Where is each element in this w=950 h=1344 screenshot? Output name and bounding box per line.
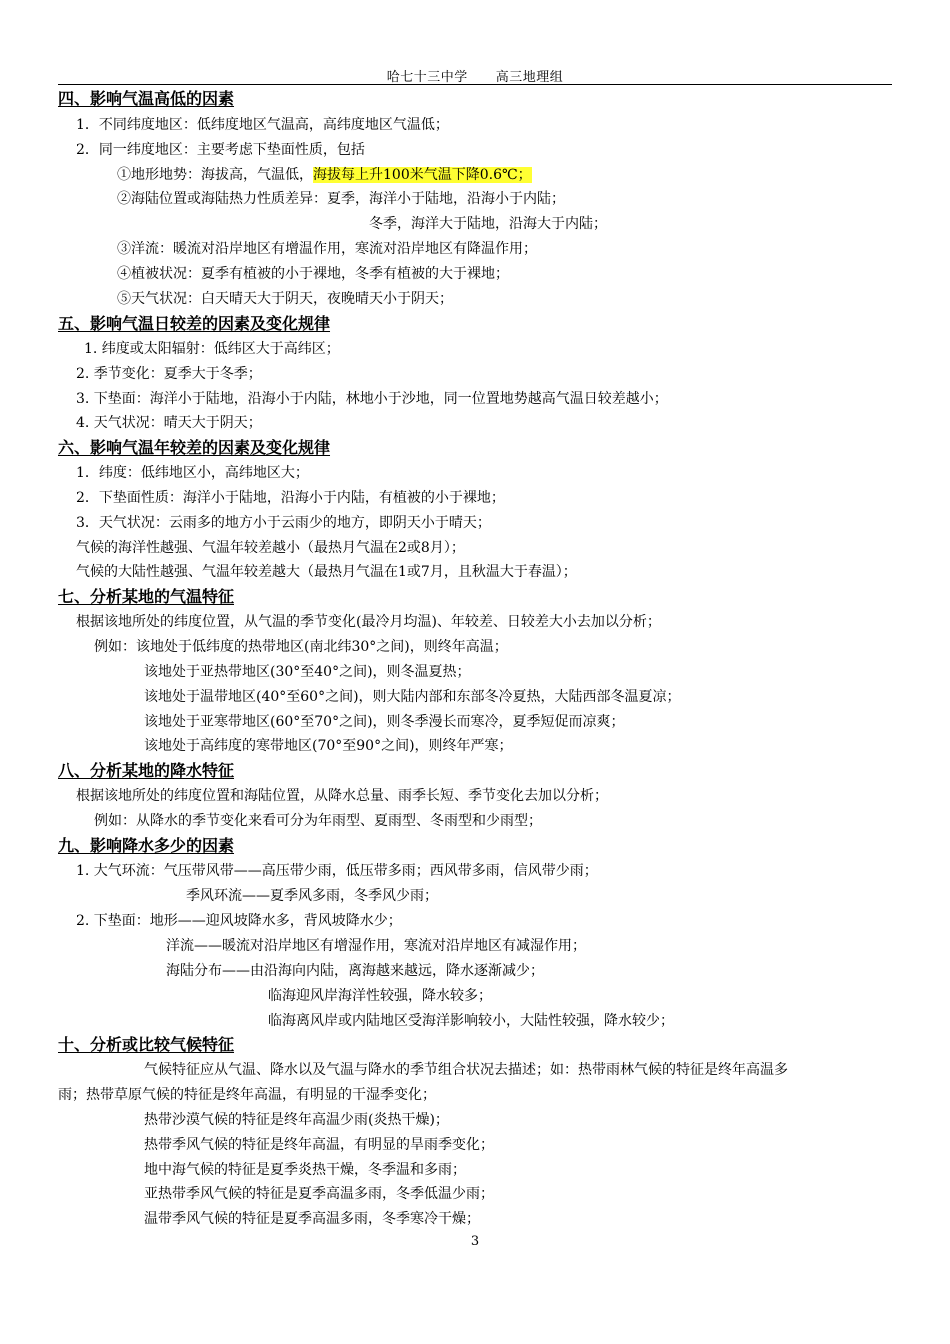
text-line: 3．天气状况：云雨多的地方小于云雨少的地方，即阴天小于晴天； — [76, 515, 491, 531]
text-line: 热带季风气候的特征是终年高温，有明显的旱雨季变化； — [144, 1137, 494, 1153]
text-line: 4. 天气状况：晴天大于阴天； — [76, 415, 262, 431]
text-line: 2. 季节变化：夏季大于冬季； — [76, 366, 262, 382]
section-title-10: 十、分析或比较气候特征 — [58, 1035, 235, 1054]
text-line: 该地处于温带地区(40°至60°之间)，则大陆内部和东部冬冷夏热，大陆西部冬温夏凉； — [144, 689, 681, 705]
text-line: 气候特征应从气温、降水以及气温与降水的季节组合状况去描述；如：热带雨林气候的特征是终年高温多 — [144, 1062, 788, 1078]
text-line: 雨；热带草原气候的特征是终年高温，有明显的干湿季变化； — [58, 1087, 436, 1103]
text-segment: ①地形地势：海拔高，气温低， — [117, 167, 313, 183]
header-school: 哈七十三中学 — [386, 70, 468, 85]
section-title-9: 九、影响降水多少的因素 — [58, 836, 235, 855]
page-number: 3 — [470, 1234, 480, 1249]
text-line: ②海陆位置或海陆热力性质差异：夏季，海洋小于陆地，沿海小于内陆； — [117, 191, 565, 207]
text-line: 2．同一纬度地区：主要考虑下垫面性质，包括 — [76, 142, 365, 158]
header-group: 高三地理组 — [495, 70, 564, 85]
section-title-4: 四、影响气温高低的因素 — [58, 89, 235, 108]
text-line: 1．纬度：低纬地区小，高纬地区大； — [76, 465, 309, 481]
text-line: 临海迎风岸海洋性较强，降水较多； — [268, 988, 492, 1004]
section-title-6: 六、影响气温年较差的因素及变化规律 — [58, 438, 331, 457]
text-line: ⑤天气状况：白天晴天大于阴天，夜晚晴天小于阴天； — [117, 291, 453, 307]
text-line: 洋流——暖流对沿岸地区有增湿作用，寒流对沿岸地区有减湿作用； — [166, 938, 586, 954]
text-line: 3. 下垫面：海洋小于陆地，沿海小于内陆，林地小于沙地，同一位置地势越高气温日较差越小； — [76, 391, 668, 407]
text-line: 热带沙漠气候的特征是终年高温少雨(炎热干燥)； — [144, 1112, 449, 1128]
text-line: 海陆分布——由沿海向内陆，离海越来越远，降水逐渐减少； — [166, 963, 544, 979]
text-line: 季风环流——夏季风多雨，冬季风少雨； — [186, 888, 438, 904]
text-line: 2．下垫面性质：海洋小于陆地，沿海小于内陆，有植被的小于裸地； — [76, 490, 505, 506]
text-line: 1. 大气环流：气压带风带——高压带少雨，低压带多雨；西风带多雨，信风带少雨； — [76, 863, 598, 879]
text-line: 例如：从降水的季节变化来看可分为年雨型、夏雨型、冬雨型和少雨型； — [94, 813, 542, 829]
text-line: 地中海气候的特征是夏季炎热干燥，冬季温和多雨； — [144, 1162, 466, 1178]
text-line: 温带季风气候的特征是夏季高温多雨，冬季寒冷干燥； — [144, 1211, 480, 1227]
text-line: 2. 下垫面：地形——迎风坡降水多，背风坡降水少； — [76, 913, 402, 929]
text-line: 冬季，海洋大于陆地，沿海大于内陆； — [369, 216, 607, 232]
text-line: 该地处于高纬度的寒带地区(70°至90°之间)，则终年严寒； — [144, 738, 513, 754]
page-header — [58, 66, 892, 85]
text-line: 根据该地所处的纬度位置和海陆位置，从降水总量、雨季长短、季节变化去加以分析； — [76, 788, 608, 804]
text-line: 亚热带季风气候的特征是夏季高温多雨，冬季低温少雨； — [144, 1186, 494, 1202]
text-line: 气候的大陆性越强、气温年较差越大（最热月气温在1或7月，且秋温大于春温）； — [76, 564, 577, 580]
text-line: 1．不同纬度地区：低纬度地区气温高，高纬度地区气温低； — [76, 117, 449, 133]
text-line: 该地处于亚热带地区(30°至40°之间)，则冬温夏热； — [144, 664, 471, 680]
section-title-5: 五、影响气温日较差的因素及变化规律 — [58, 314, 331, 333]
section-title-8: 八、分析某地的降水特征 — [58, 761, 235, 780]
text-line: 该地处于亚寒带地区(60°至70°之间)，则冬季漫长而寒冷，夏季短促而凉爽； — [144, 714, 625, 730]
header-rule — [58, 84, 892, 85]
text-line: 气候的海洋性越强、气温年较差越小（最热月气温在2或8月）； — [76, 540, 465, 556]
text-line: 1. 纬度或太阳辐射：低纬区大于高纬区； — [84, 341, 340, 357]
text-line — [117, 166, 532, 184]
text-line: 例如：该地处于低纬度的热带地区(南北纬30°之间)，则终年高温； — [94, 639, 508, 655]
highlighted-text: 海拔每上升100米气温下降0.6℃； — [313, 167, 532, 183]
text-line: ③洋流：暖流对沿岸地区有增温作用，寒流对沿岸地区有降温作用； — [117, 241, 537, 257]
text-line: 根据该地所处的纬度位置，从气温的季节变化(最冷月均温)、年较差、日较差大小去加以分析； — [76, 614, 661, 630]
text-line: ④植被状况：夏季有植被的小于裸地，冬季有植被的大于裸地； — [117, 266, 509, 282]
section-title-7: 七、分析某地的气温特征 — [58, 587, 235, 606]
text-line: 临海离风岸或内陆地区受海洋影响较小，大陆性较强，降水较少； — [268, 1013, 674, 1029]
